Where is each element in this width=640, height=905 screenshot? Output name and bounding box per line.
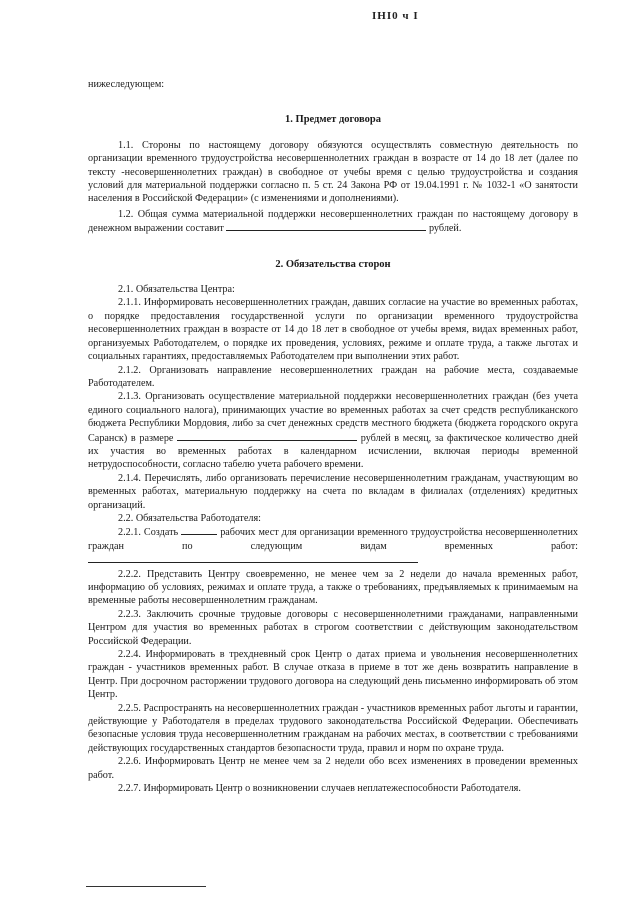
clause-1-2-currency: рублей. — [428, 223, 462, 235]
clause-1-2 — [88, 208, 578, 236]
clause-2-2-4: 2.2.4. Информировать в трехдневный срок Центр о датах приема и увольнения несовершеннолетних граждан - участников временных работ. В случае отказа в приеме в тот же день возвратить направление в Центр. При досрочном расторжении трудового договора на следующий день письменно информировать об этом Центр. — [88, 649, 578, 701]
footnote-divider — [86, 886, 206, 887]
section-2-title: 2. Обязательства сторон — [275, 258, 391, 270]
clause-2-2-1-rest: рабочих мест для организации временного трудоустройства несовершеннолетних граждан по следующим видам временных работ: — [88, 527, 579, 552]
clause-2-1-3 — [88, 390, 578, 471]
clause-2-1-3-text: 2.1.3. Организовать осуществление материальной поддержки несовершеннолетних граждан (без учета единого социального налога), принимающих участие во временных работах за счет средств республиканского бюджета Республики Мордовия, либо за счет денежных средств местного бюджета (бюджета городского округа Саранск) в размере — [88, 391, 578, 444]
clause-2-2-7: 2.2.7. Информировать Центр о возникновении случаев неплатежеспособности Работодателя. — [118, 783, 521, 795]
clause-2-2-3: 2.2.3. Заключить срочные трудовые договоры с несовершеннолетними гражданами, направленными Центром для участия во временных работах в строгом соответствии с действующим законодательством Российской Федерации. — [88, 608, 578, 647]
amount-blank — [226, 221, 426, 231]
clause-2-1: 2.1. Обязательства Центра: — [118, 284, 235, 296]
clause-2-1-4: 2.1.4. Перечислять, либо организовать перечисление несовершеннолетним гражданам, участвующим во временных работах, материальную поддержку на счета по вкладам в филиалах (отделениях) кредитных организаций. — [88, 472, 578, 511]
clause-2-2-5: 2.2.5. Распространять на несовершеннолетних граждан - участников временных работ льготы и гарантии, действующие у Работодателя в пределах трудового законодательства Российской Федерации. Обеспечивать безопасные условия труда несовершеннолетним гражданам на рабочих местах, в соответствии с требованиями действующих государственных стандартов безопасности труда, правил и норм по охране труда. — [88, 702, 578, 754]
intro-line: нижеследующем: — [88, 79, 165, 90]
clause-2-1-2: 2.1.2. Организовать направление несовершеннолетних граждан на рабочие места, создаваемые Работодателем. — [88, 364, 578, 389]
clause-2-2-1 — [88, 525, 578, 567]
work-types-blank — [88, 553, 418, 563]
clause-1-2-text: 1.2. Общая сумма материальной поддержки несовершеннолетних граждан по настоящему договору в денежном выражении составит — [88, 208, 578, 235]
jobs-count-blank — [181, 525, 217, 535]
clause-2-1-1: 2.1.1. Информировать несовершеннолетних граждан, давших согласие на участие во временных работах, о порядке предоставления государственной услуги по организации временного трудоустройства несовершеннолетних граждан в возрасте от 14 до 18 лет в свободное от учебы время, видах временных работ, организуемых Работодателем, о порядке их проведения, условиях, режиме и оплате труда, а также льготах и социальных гарантиях, предоставляемых Работодателем при выполнении этих работ. — [88, 297, 578, 363]
page-stamp: ІНІ0 ч І — [372, 10, 419, 22]
section-1-title: 1. Предмет договора — [285, 114, 381, 126]
clause-2-2-2: 2.2.2. Представить Центру своевременно, не менее чем за 2 недели до начала временных работ, информацию об условиях, режимах и оплате труда, а также о требованиях, предъявляемых к принимаемым на временные работы несовершеннолетним гражданам. — [88, 568, 578, 607]
rate-blank — [177, 431, 357, 441]
clause-2-2-6: 2.2.6. Информировать Центр не менее чем за 2 недели обо всех изменениях в проведении временных работ. — [88, 756, 578, 781]
clause-2-1-3-rest: рублей в месяц, за фактическое количество дней их участия во временных работах в календарном исчислении, включая периоды временной нетрудоспособности, согласно табелю учета рабочего времени. — [88, 432, 579, 471]
clause-1-1: 1.1. Стороны по настоящему договору обязуются осуществлять совместную деятельность по организации временного трудоустройства несовершеннолетних граждан в возрасте от 14 до 18 лет (далее по тексту -несовершеннолетних граждан) в свободное от учебы время с целью трудоустройства и создания условий для материальной поддержки согласно п. 5 ст. 24 Закона РФ от 19.04.1991 г. № 1032-1 «О занятости населения в Российской Федерации» (с изменениями и дополнениями). — [88, 139, 578, 205]
clause-2-2-1-text: 2.2.1. Создать — [118, 527, 179, 539]
contract-text — [88, 78, 578, 796]
clause-2-2: 2.2. Обязательства Работодателя: — [118, 512, 261, 524]
